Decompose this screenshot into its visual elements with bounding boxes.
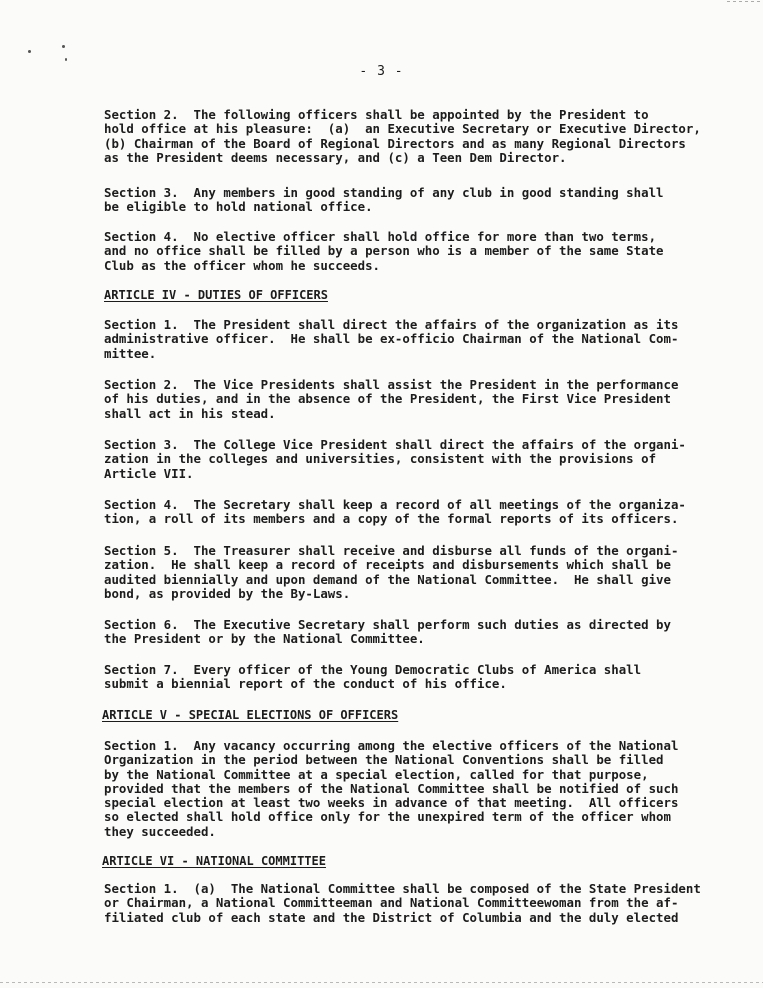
paragraph-line: Organization in the period between the National Conventions shall be filled bbox=[104, 752, 664, 768]
section-paragraph bbox=[104, 230, 708, 273]
paragraph-line: the President or by the National Committee. bbox=[104, 631, 425, 647]
paragraph-line: mittee. bbox=[104, 345, 157, 361]
paragraph-line: Section 4. No elective officer shall hold office for more than two terms, bbox=[104, 229, 657, 244]
scan-speck bbox=[62, 45, 65, 48]
paragraph-line: provided that the members of the National Committee shall be notified of such bbox=[104, 780, 679, 796]
section-paragraph bbox=[104, 498, 708, 527]
paragraph-line: bond, as provided by the By-Laws. bbox=[104, 585, 351, 601]
paragraph-line: Section 1. The President shall direct the affairs of the organization as its bbox=[104, 317, 679, 332]
paragraph-line: or Chairman, a National Committeeman and National Committeewoman from the af- bbox=[104, 895, 679, 911]
paragraph-line: Section 4. The Secretary shall keep a record of all meetings of the organiza- bbox=[104, 497, 686, 512]
article-heading: ARTICLE IV - DUTIES OF OFFICERS bbox=[104, 288, 328, 302]
paragraph-line: so elected shall hold office only for the unexpired term of the officer whom bbox=[104, 809, 671, 825]
paragraph-line: Section 5. The Treasurer shall receive and disburse all funds of the organi- bbox=[104, 543, 679, 558]
paragraph-line: of his duties, and in the absence of the President, the First Vice President bbox=[104, 391, 671, 407]
section-paragraph bbox=[104, 618, 708, 647]
paragraph-line: zation in the colleges and universities, consistent with the provisions of bbox=[104, 451, 657, 467]
paragraph-line: Section 1. Any vacancy occurring among the elective officers of the National bbox=[104, 738, 679, 753]
paragraph-line: and no office shall be filled by a person who is a member of the same State bbox=[104, 243, 664, 259]
paragraph-line: audited biennially and upon demand of the National Committee. He shall give bbox=[104, 571, 671, 587]
section-paragraph bbox=[104, 378, 708, 421]
paragraph-line: hold office at his pleasure: (a) an Executive Secretary or Executive Director, bbox=[104, 121, 701, 137]
paragraph-line: tion, a roll of its members and a copy of the formal reports of its officers. bbox=[104, 511, 679, 527]
paragraph-line: Section 3. Any members in good standing of any club in good standing shall bbox=[104, 185, 664, 200]
article-heading: ARTICLE VI - NATIONAL COMMITTEE bbox=[102, 854, 326, 868]
paragraph-line: Section 2. The following officers shall be appointed by the President to bbox=[104, 107, 649, 122]
scan-speck bbox=[65, 58, 67, 61]
section-paragraph bbox=[104, 318, 708, 361]
scan-edge-mark bbox=[727, 1, 763, 2]
scan-speck bbox=[28, 50, 31, 53]
paragraph-line: Section 6. The Executive Secretary shall perform such duties as directed by bbox=[104, 617, 671, 632]
page-number: - 3 - bbox=[359, 64, 404, 79]
section-paragraph bbox=[104, 438, 708, 481]
paragraph-line: they succeeded. bbox=[104, 823, 216, 839]
scan-bottom-edge bbox=[0, 982, 763, 983]
paragraph-line: by the National Committee at a special election, called for that purpose, bbox=[104, 766, 649, 782]
section-paragraph bbox=[104, 186, 708, 215]
paragraph-line: special election at least two weeks in advance of that meeting. All officers bbox=[104, 795, 679, 811]
section-paragraph bbox=[104, 739, 708, 839]
paragraph-line: Article VII. bbox=[104, 465, 194, 481]
paragraph-line: be eligible to hold national office. bbox=[104, 199, 373, 215]
section-paragraph bbox=[104, 108, 708, 165]
section-paragraph bbox=[104, 663, 708, 692]
section-paragraph bbox=[104, 882, 708, 925]
paragraph-line: Section 7. Every officer of the Young Democratic Clubs of America shall bbox=[104, 662, 642, 677]
paragraph-line: Section 2. The Vice Presidents shall assist the President in the performance bbox=[104, 377, 679, 392]
paragraph-line: filiated club of each state and the District of Columbia and the duly elected bbox=[104, 909, 679, 925]
article-heading: ARTICLE V - SPECIAL ELECTIONS OF OFFICERS bbox=[102, 708, 399, 722]
paragraph-line: administrative officer. He shall be ex-officio Chairman of the National Com- bbox=[104, 331, 679, 347]
paragraph-line: shall act in his stead. bbox=[104, 405, 276, 421]
paragraph-line: (b) Chairman of the Board of Regional Directors and as many Regional Directors bbox=[104, 135, 686, 151]
paragraph-line: submit a biennial report of the conduct of his office. bbox=[104, 676, 507, 692]
paragraph-line: as the President deems necessary, and (c) a Teen Dem Director. bbox=[104, 149, 567, 165]
paragraph-line: Club as the officer whom he succeeds. bbox=[104, 257, 381, 273]
paragraph-line: zation. He shall keep a record of receipts and disbursements which shall be bbox=[104, 557, 671, 573]
section-paragraph bbox=[104, 544, 708, 601]
paragraph-line: Section 1. (a) The National Committee shall be composed of the State President bbox=[104, 881, 701, 896]
paragraph-line: Section 3. The College Vice President shall direct the affairs of the organi- bbox=[104, 437, 686, 452]
